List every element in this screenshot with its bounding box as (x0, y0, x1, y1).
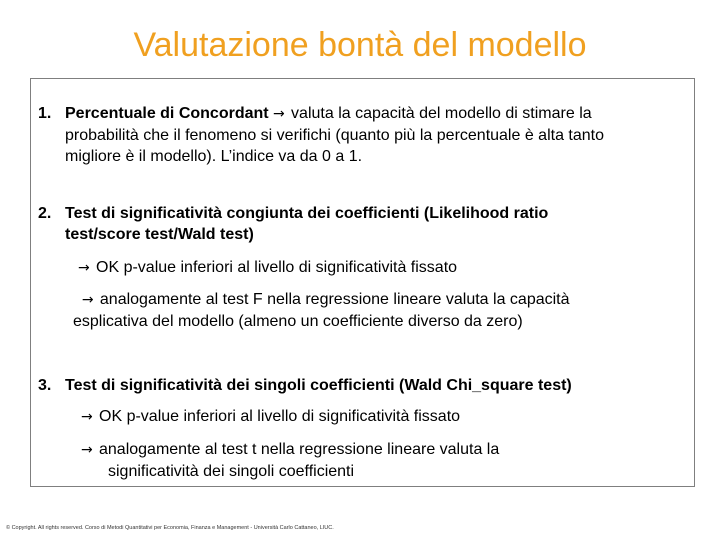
item-text (65, 103, 604, 167)
sub-point-line (73, 289, 570, 311)
sub-point-text: OK p-value inferiori al livello di significatività fissato (99, 408, 461, 425)
sub-point-text: analogamente al test F nella regressione lineare valuta la capacità (99, 291, 570, 308)
item-number: 3. (38, 377, 52, 394)
sub-point-text: analogamente al test t nella regressione lineare valuta la (99, 441, 500, 458)
sub-point-line: significatività dei singoli coefficienti (108, 463, 355, 480)
sub-point (81, 406, 460, 428)
arrow-right-icon: → (78, 260, 90, 276)
item-number: 2. (38, 205, 52, 222)
arrow-right-icon: → (273, 106, 285, 122)
item-text (65, 203, 548, 245)
item-heading: Test di significatività congiunta dei coefficienti (Likelihood ratio (65, 205, 549, 222)
sub-point (78, 257, 457, 279)
item-line: probabilità che il fenomeno si verifichi (quanto più la percentuale è alta tanto (65, 127, 604, 144)
item-number: 1. (38, 105, 52, 122)
item-heading: Test di significatività dei singoli coefficienti (Wald Chi_square test) (65, 377, 572, 394)
item-text (65, 375, 572, 396)
item-heading: test/score test/Wald test) (65, 226, 254, 243)
sub-point (81, 439, 499, 482)
content-box (30, 78, 695, 487)
sub-point-line: esplicativa del modello (almeno un coefficiente diverso da zero) (73, 313, 523, 330)
arrow-right-icon: → (81, 409, 93, 425)
item-description: valuta la capacità del modello di stimare la (291, 105, 592, 122)
item-line (65, 103, 604, 125)
arrow-right-icon: → (81, 292, 94, 308)
item-line: migliore è il modello). L’indice va da 0 a 1. (65, 148, 363, 165)
sub-point-line (81, 439, 499, 461)
slide-title: Valutazione bontà del modello (133, 26, 587, 64)
sub-point-text: OK p-value inferiori al livello di significatività fissato (96, 259, 458, 276)
sub-point (73, 289, 570, 332)
item-heading: Percentuale di Concordant (65, 105, 269, 122)
arrow-right-icon: → (81, 442, 93, 458)
copyright-footer: © Copyright. All rights reserved. Corso di Metodi Quantitativi per Economia, Finanza e Management - Università Carlo Cattaneo, LIUC. (6, 525, 334, 531)
